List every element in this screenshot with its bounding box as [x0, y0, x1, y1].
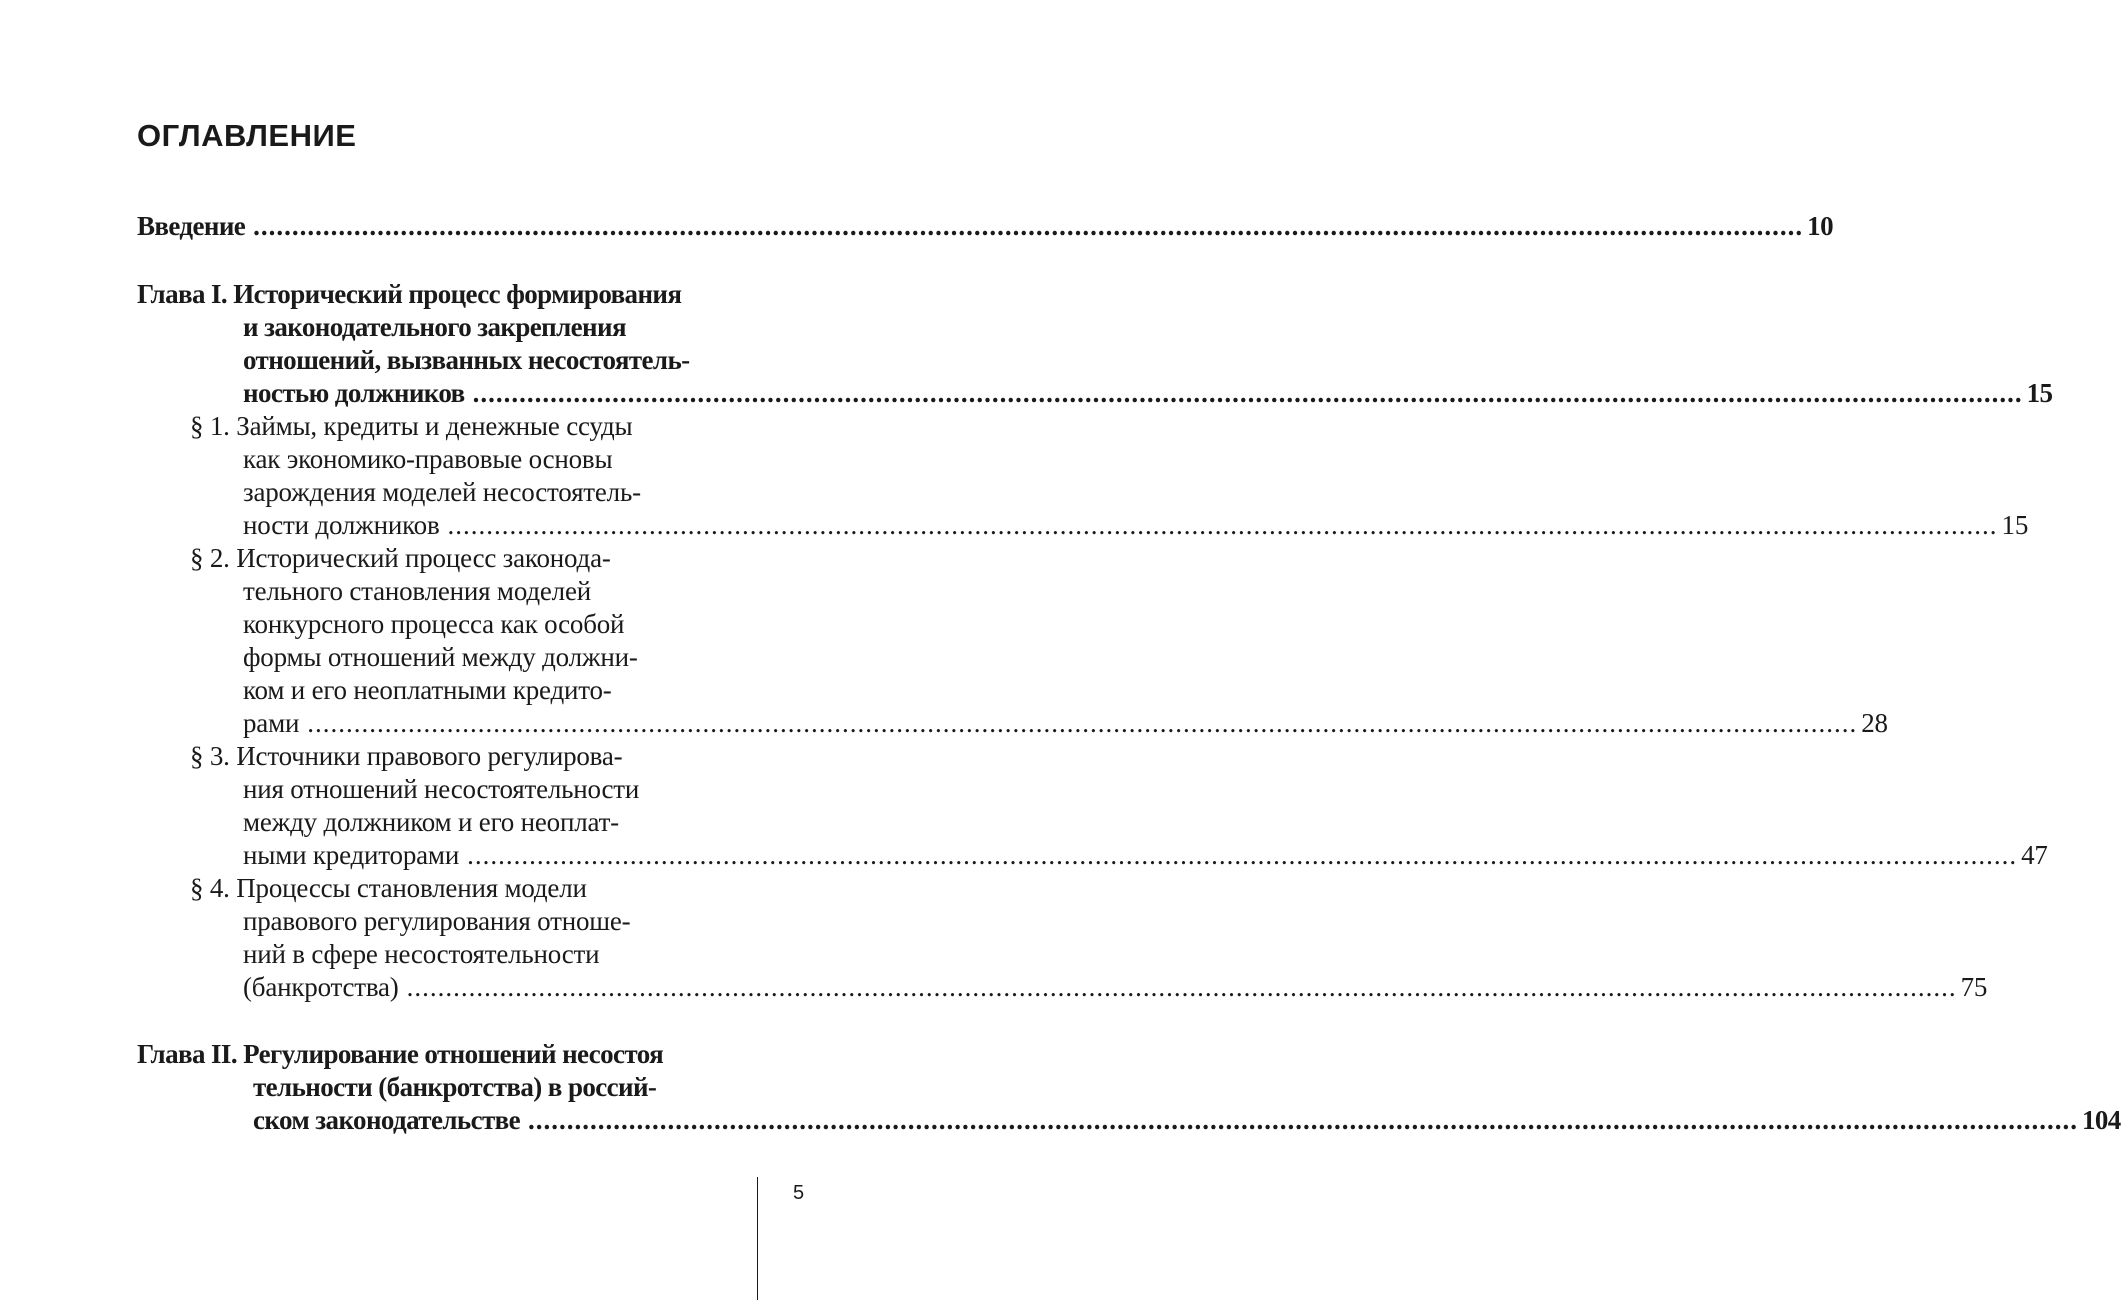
toc-section-last-line[interactable]	[243, 509, 2029, 542]
toc-page-number: 10	[1807, 211, 1833, 241]
leader-dots: ........................................................................................................................................................................................................	[472, 378, 2023, 408]
toc-section-line[interactable]: § 3. Источники правового регулирова-	[190, 741, 623, 771]
leader-dots: ........................................................................................................................................................................................................	[447, 510, 1998, 540]
toc-section-line[interactable]: ния отношений несостоятельности	[243, 774, 640, 804]
leader-dots: ........................................................................................................................................................................................................	[467, 840, 2018, 870]
toc-page-number: 75	[1960, 972, 1988, 1002]
toc-section-line[interactable]: правового регулирования отноше-	[243, 906, 631, 936]
toc-entry-text: рами	[243, 708, 300, 738]
toc-entry-intro[interactable]	[137, 210, 1833, 243]
toc-chapter2-last-line[interactable]	[253, 1104, 2121, 1137]
page-title: ОГЛАВЛЕНИЕ	[137, 118, 357, 153]
leader-dots: ........................................................................................................................................................................................................	[528, 1105, 2078, 1135]
toc-section-last-line[interactable]	[243, 707, 1888, 740]
toc-page-number: 104	[2082, 1105, 2121, 1135]
toc-entry-text: (банкротства)	[243, 972, 399, 1002]
toc-section-line[interactable]: ний в сфере несостоятельности	[243, 939, 600, 969]
toc-chapter1-last-line[interactable]	[243, 377, 2053, 410]
toc-chapter1-line[interactable]: Глава I. Исторический процесс формирования	[137, 279, 682, 309]
toc-section-line[interactable]: зарождения моделей несостоятель-	[243, 477, 641, 507]
leader-dots: ........................................................................................................................................................................................................	[406, 972, 1957, 1002]
leader-dots: ........................................................................................................................................................................................................	[253, 211, 1804, 241]
toc-section-line[interactable]: как экономико-правовые основы	[243, 444, 613, 474]
toc-section-line[interactable]: § 4. Процессы становления модели	[190, 873, 587, 903]
toc-section-last-line[interactable]	[243, 971, 1988, 1004]
toc-section-line[interactable]: § 1. Займы, кредиты и денежные ссуды	[190, 411, 633, 441]
toc-entry-text: ностью должников	[243, 378, 465, 408]
toc-entry-text: ности должников	[243, 510, 440, 540]
leader-dots: ........................................................................................................................................................................................................	[307, 708, 1858, 738]
toc-page-number: 15	[2001, 510, 2029, 540]
toc-chapter2-line[interactable]: тельности (банкротства) в россий-	[253, 1072, 657, 1102]
toc-chapter2-line[interactable]: Глава II. Регулирование отношений несостоя	[137, 1039, 664, 1069]
toc-entry-text: Введение	[137, 211, 246, 241]
toc-section-line[interactable]: между должником и его неоплат-	[243, 807, 619, 837]
toc-page-number: 28	[1861, 708, 1888, 738]
toc-page-number: 47	[2021, 840, 2048, 870]
toc-section-line[interactable]: формы отношений между должни-	[243, 642, 638, 672]
toc-entry-text: ными кредиторами	[243, 840, 460, 870]
toc-page-number: 15	[2026, 378, 2053, 408]
toc-section-last-line[interactable]	[243, 839, 2048, 872]
page-number: 5	[793, 1182, 805, 1204]
toc-chapter1-line[interactable]: и законодательного закрепления	[243, 312, 626, 342]
toc-section-line[interactable]: тельного становления моделей	[243, 576, 591, 606]
toc-section-line[interactable]: ком и его неоплатными кредито-	[243, 675, 612, 705]
toc-section-line[interactable]: § 2. Исторический процесс законода-	[190, 543, 611, 573]
toc-chapter1-line[interactable]: отношений, вызванных несостоятель-	[243, 345, 690, 375]
toc-section-line[interactable]: конкурсного процесса как особой	[243, 609, 625, 639]
toc-entry-text: ском законодательстве	[253, 1105, 520, 1135]
folio-rule	[757, 1177, 758, 1300]
